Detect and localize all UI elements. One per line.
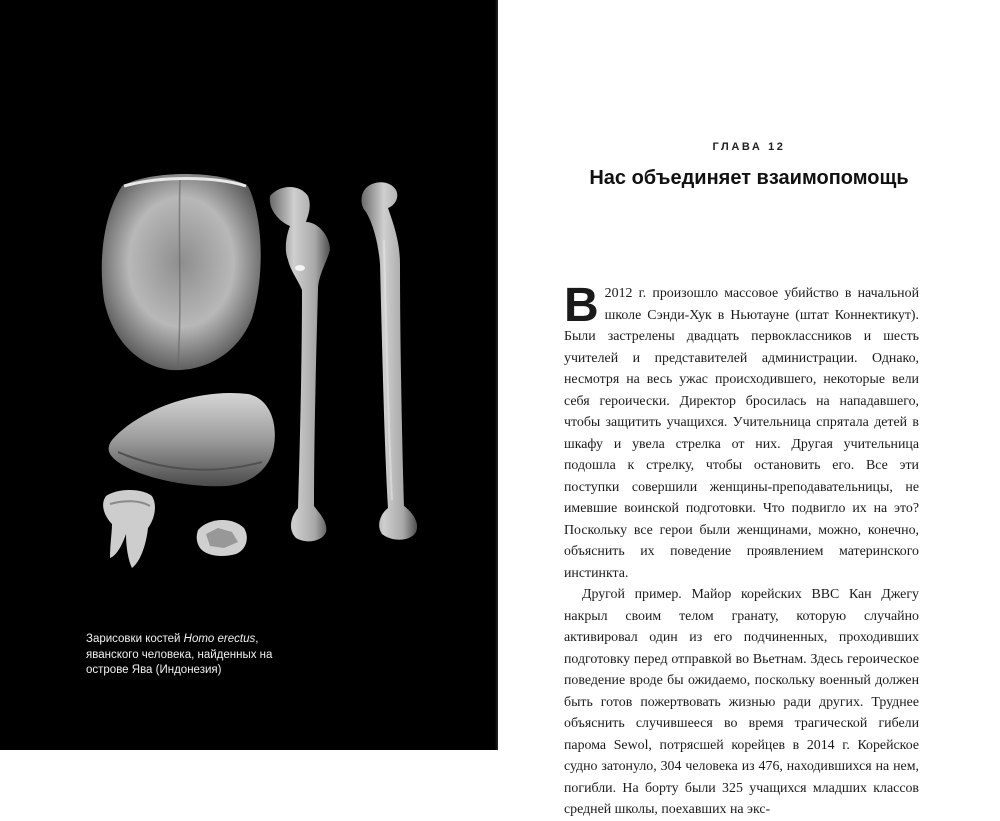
tooth-molar-side — [103, 490, 155, 568]
chapter-label: ГЛАВА 12 — [712, 141, 786, 153]
caption-text-start: Зарисовки костей — [86, 633, 184, 645]
skull-cap-side-view — [109, 393, 275, 486]
femur-left — [270, 187, 330, 541]
caption-species-name: Homo erectus — [183, 633, 256, 645]
paragraph-2: Другой пример. Майор корейских ВВС Кан Джегу накрыл своим телом гранату, которую случайно активировал один из его подчиненных, проходивших подготовку перед отправкой во Вьетнам. Здесь героическое поведение вроде бы ожидаемо, поскольку военный должен быть готов пожертвовать жизнью ради других. Труднее объяснить случившееся во время трагической гибели парома Sewol, потрясшей корейцев в 2014 г. Корейское судно затонуло, 304 человека из 476, находившихся на нем, погибли. На борту были 325 учащихся младших классов средней школы, поехавших на экс- — [564, 587, 919, 817]
paragraph-1-text: 2012 г. произошло массовое убийство в начальной школе Сэнди-Хук в Ньютауне (штат Коннектикут). Были застрелены двадцать первоклассников и шесть учителей и представителей администрации. Однако, несмотря на весь ужас происходившего, некоторые вели себя героически. Директор бросилась на нападавшего, чтобы защитить учащихся. Учительница спрятала детей в шкафу и увела стрелка от них. Другая учительница подошла к стрелку, чтобы остановить его. Все эти поступки совершили женщины-преподавательницы, не имевшие воинской подготовки. Что подвигло их на это? Поскольку все герои были женщинами, можно, конечно, объяснить их поведение проявлением материнского инстинкта. — [564, 286, 919, 581]
chapter-title: Нас объединяет взаимопомощь — [589, 167, 909, 189]
right-page-text — [498, 0, 1000, 817]
left-page-figure — [0, 0, 498, 750]
skull-cap-top-view — [102, 174, 261, 370]
caption-text-end: , яванского человека, найденных на острове Ява (Индонезия) — [86, 633, 273, 676]
chapter-body — [564, 279, 919, 821]
femur-right — [362, 182, 418, 540]
paragraph-1 — [564, 279, 919, 584]
tooth-molar-top — [197, 520, 247, 556]
figure-caption — [86, 632, 286, 679]
drop-cap: В — [564, 279, 599, 332]
